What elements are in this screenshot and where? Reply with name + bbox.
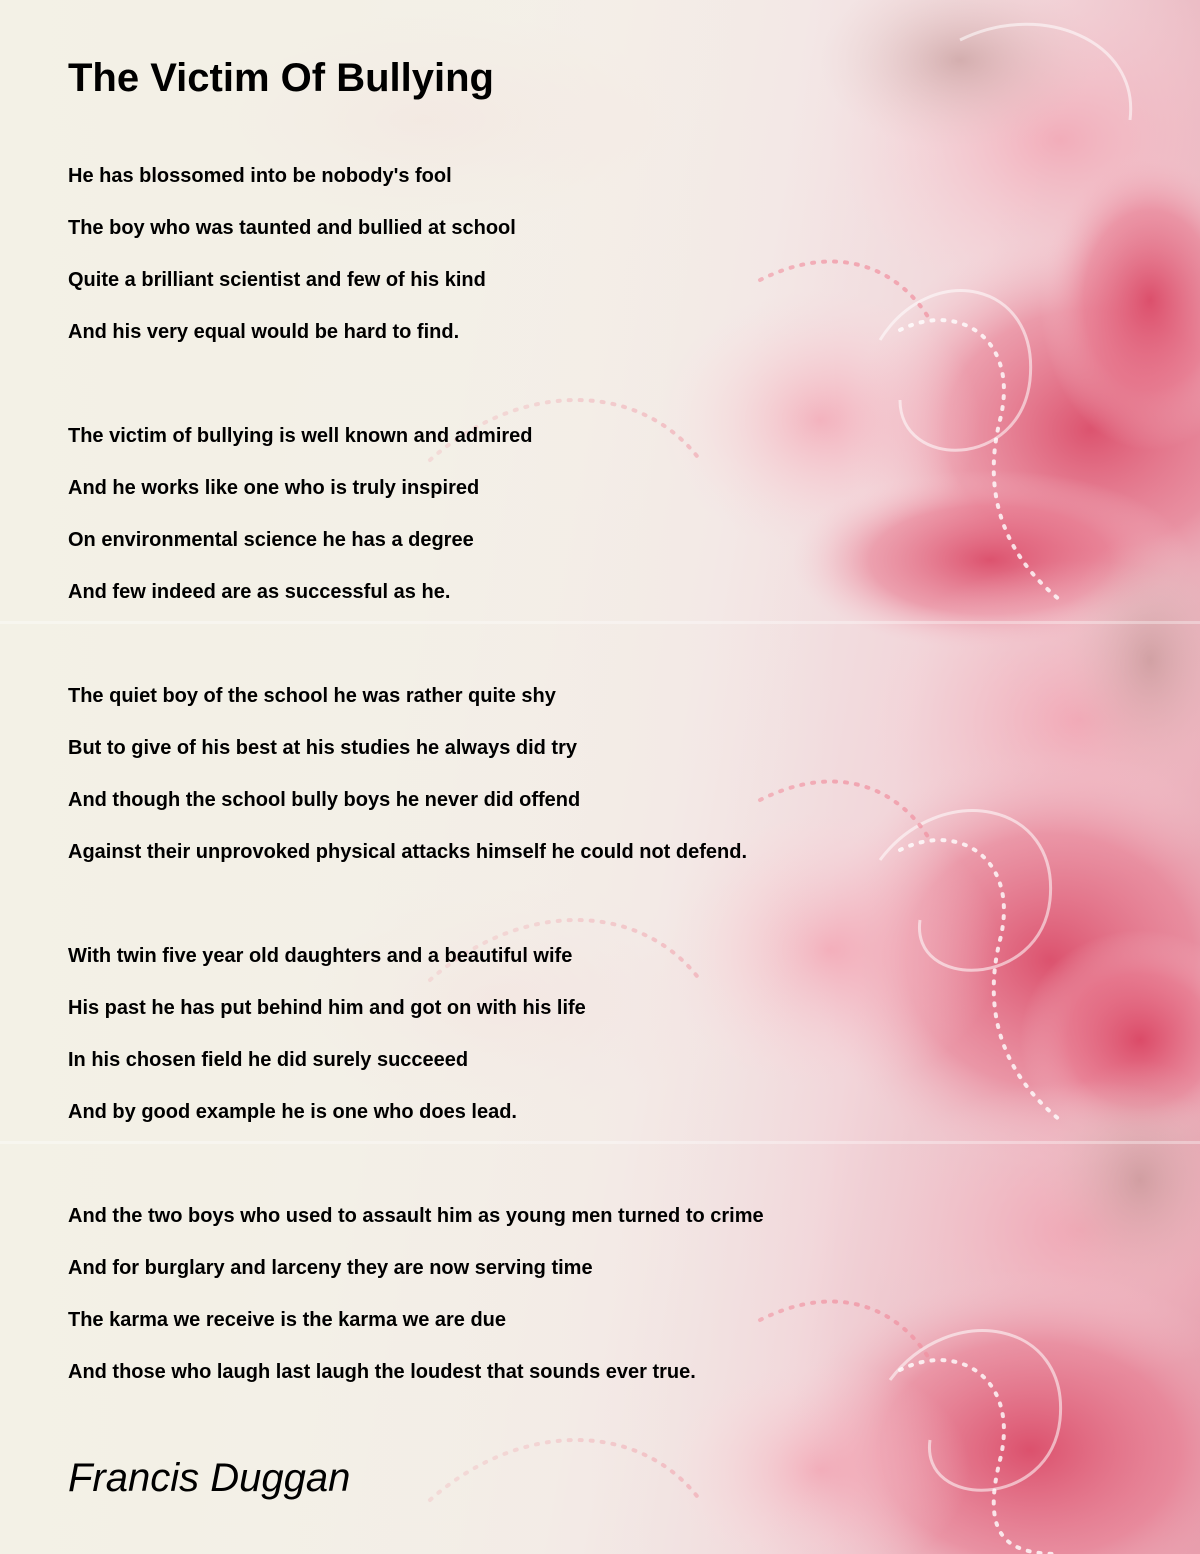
poem-line: And he works like one who is truly inspired [68, 477, 480, 499]
poem-line: And by good example he is one who does lead. [68, 1101, 517, 1123]
poem-line: In his chosen field he did surely succeeed [68, 1049, 469, 1071]
poem-author: Francis Duggan [68, 1456, 351, 1500]
poem-body [68, 150, 1198, 1450]
poem-line: And few indeed are as successful as he. [68, 581, 451, 603]
poem-line: On environmental science he has a degree [68, 529, 474, 551]
poem-line: And those who laugh last laugh the loudest that sounds ever true. [68, 1361, 696, 1383]
poem-line: And the two boys who used to assault him as young men turned to crime [68, 1205, 764, 1227]
poem-title: The Victim Of Bullying [68, 56, 494, 100]
poem-line: With twin five year old daughters and a beautiful wife [68, 945, 573, 967]
poem-line: And though the school bully boys he never did offend [68, 789, 581, 811]
poem-line: The victim of bullying is well known and admired [68, 425, 533, 447]
poem-line: But to give of his best at his studies he always did try [68, 737, 577, 759]
poem-line: Against their unprovoked physical attacks himself he could not defend. [68, 841, 748, 863]
poem-line: Quite a brilliant scientist and few of his kind [68, 269, 486, 291]
poem-line: And his very equal would be hard to find. [68, 321, 460, 343]
stanza-2 [68, 410, 1198, 618]
stanza-5 [68, 1190, 1198, 1398]
poem-line: He has blossomed into be nobody's fool [68, 165, 452, 187]
poem-line: The quiet boy of the school he was rather quite shy [68, 685, 556, 707]
stanza-3 [68, 670, 1198, 878]
poem-line: The boy who was taunted and bullied at school [68, 217, 516, 239]
stanza-1 [68, 150, 1198, 358]
poem-line: His past he has put behind him and got on with his life [68, 997, 586, 1019]
poem-line: The karma we receive is the karma we are due [68, 1309, 507, 1331]
poem-line: And for burglary and larceny they are now serving time [68, 1257, 593, 1279]
stanza-4 [68, 930, 1198, 1138]
